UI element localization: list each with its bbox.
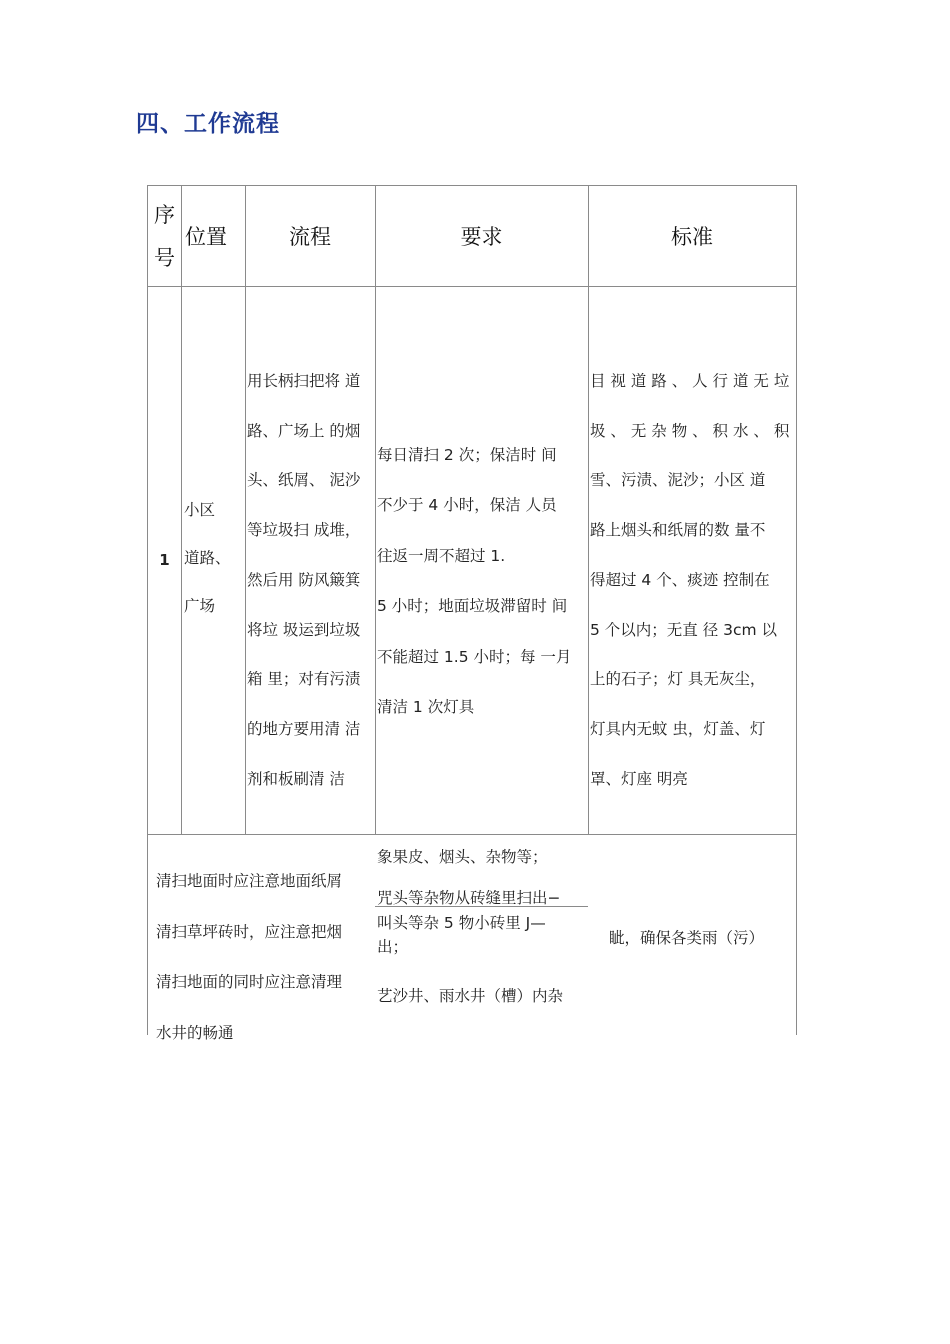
row1-location-line: 道路、 xyxy=(184,549,231,567)
row1-requirement-line: 清洁 1 次灯具 xyxy=(377,698,475,717)
row1-location-line: 小区 xyxy=(184,501,216,519)
row1-process-line: 路、广场上 的烟 xyxy=(247,421,361,440)
table-border-left xyxy=(147,185,148,1035)
table-col-divider-4 xyxy=(588,185,589,835)
table-border-right xyxy=(796,185,797,1035)
table-col-divider-2 xyxy=(245,185,246,835)
row2-middle-line: 出； xyxy=(377,938,409,956)
table-header-divider xyxy=(147,286,797,287)
row1-standard-line: 目 视 道 路 、 人 行 道 无 垃 xyxy=(590,372,790,390)
row1-requirement-line: 每日清扫 2 次；保洁时 间 xyxy=(377,446,557,464)
row1-standard-line: 路上烟头和纸屑的数 量不 xyxy=(590,521,766,540)
row1-location-line: 广场 xyxy=(184,597,216,615)
row1-process xyxy=(247,357,360,804)
table-row-divider xyxy=(147,834,797,835)
row1-process-line: 等垃圾扫 成堆， xyxy=(247,521,361,540)
row2-left-line: 水井的畅通 xyxy=(156,1023,234,1042)
row2-left-line: 清扫草坪砖时，应注意把烟 xyxy=(156,922,343,941)
row1-serial-number: 1 xyxy=(159,551,170,569)
row1-requirement-line: 不少于 4 小时，保洁 人员 xyxy=(377,496,557,515)
table-border-top xyxy=(147,185,797,186)
row1-process-line: 箱 里；对有污渍 xyxy=(247,670,361,689)
row2-middle-line: 咒头等杂物从砖缝里扫出− xyxy=(377,889,561,907)
header-location: 位置 xyxy=(185,225,227,249)
table-col-divider-1 xyxy=(181,185,182,835)
row1-requirement-line: 5 小时；地面垃圾滞留时 间 xyxy=(377,597,568,616)
row2-middle-line: 叫头等杂 5 物小砖里 J— xyxy=(377,914,546,932)
row1-standard-line: 雪、污渍、泥沙；小区 道 xyxy=(590,471,766,490)
table-col-divider-3 xyxy=(375,185,376,835)
row2-left-line: 清扫地面时应注意地面纸屑 xyxy=(156,872,343,890)
row1-process-line: 将垃 圾运到垃圾 xyxy=(247,620,361,639)
header-process: 流程 xyxy=(289,225,331,249)
header-serial-line2: 号 xyxy=(154,246,175,270)
row1-standard-line: 圾 、 无 杂 物 、 积 水 、 积 xyxy=(590,421,790,440)
row1-process-line: 的地方要用清 洁 xyxy=(247,719,361,738)
row1-standard xyxy=(590,357,789,804)
section-title: 四、工作流程 xyxy=(136,111,280,137)
row1-requirement-line: 往返一周不超过 1. xyxy=(377,546,506,565)
row1-standard-line: 5 个以内；无直 径 3cm 以 xyxy=(590,620,778,639)
row1-process-line: 剂和板刷清 洁 xyxy=(247,769,345,788)
row1-standard-line: 灯具内无蚊 虫，灯盖、灯 xyxy=(590,719,766,738)
header-requirement: 要求 xyxy=(460,225,503,249)
row1-process-line: 用长柄扫把将 道 xyxy=(247,372,361,390)
row1-standard-line: 得超过 4 个、痰迹 控制在 xyxy=(590,570,770,589)
header-serial-number xyxy=(148,200,181,273)
row2-middle-line: 象果皮、烟头、杂物等； xyxy=(377,848,548,866)
row2-middle-line: 艺沙井、雨水井（槽）内杂 xyxy=(377,987,564,1005)
row1-requirement xyxy=(377,430,571,732)
row1-process-line: 然后用 防风簸箕 xyxy=(247,570,361,589)
header-serial-line1: 序 xyxy=(154,203,175,227)
row1-location xyxy=(184,486,231,630)
header-standard: 标准 xyxy=(671,225,713,249)
row2-right: 眦，确保各类雨（污） xyxy=(609,929,765,947)
row1-process-line: 头、纸屑、 泥沙 xyxy=(247,471,361,490)
row1-standard-line: 罩、灯座 明亮 xyxy=(590,769,688,788)
row2-left xyxy=(156,856,342,1058)
row1-standard-line: 上的石子；灯 具无灰尘， xyxy=(590,670,766,689)
row1-requirement-line: 不能超过 1.5 小时；每 一月 xyxy=(377,647,572,666)
row2-left-line: 清扫地面的同时应注意清理 xyxy=(156,973,343,991)
